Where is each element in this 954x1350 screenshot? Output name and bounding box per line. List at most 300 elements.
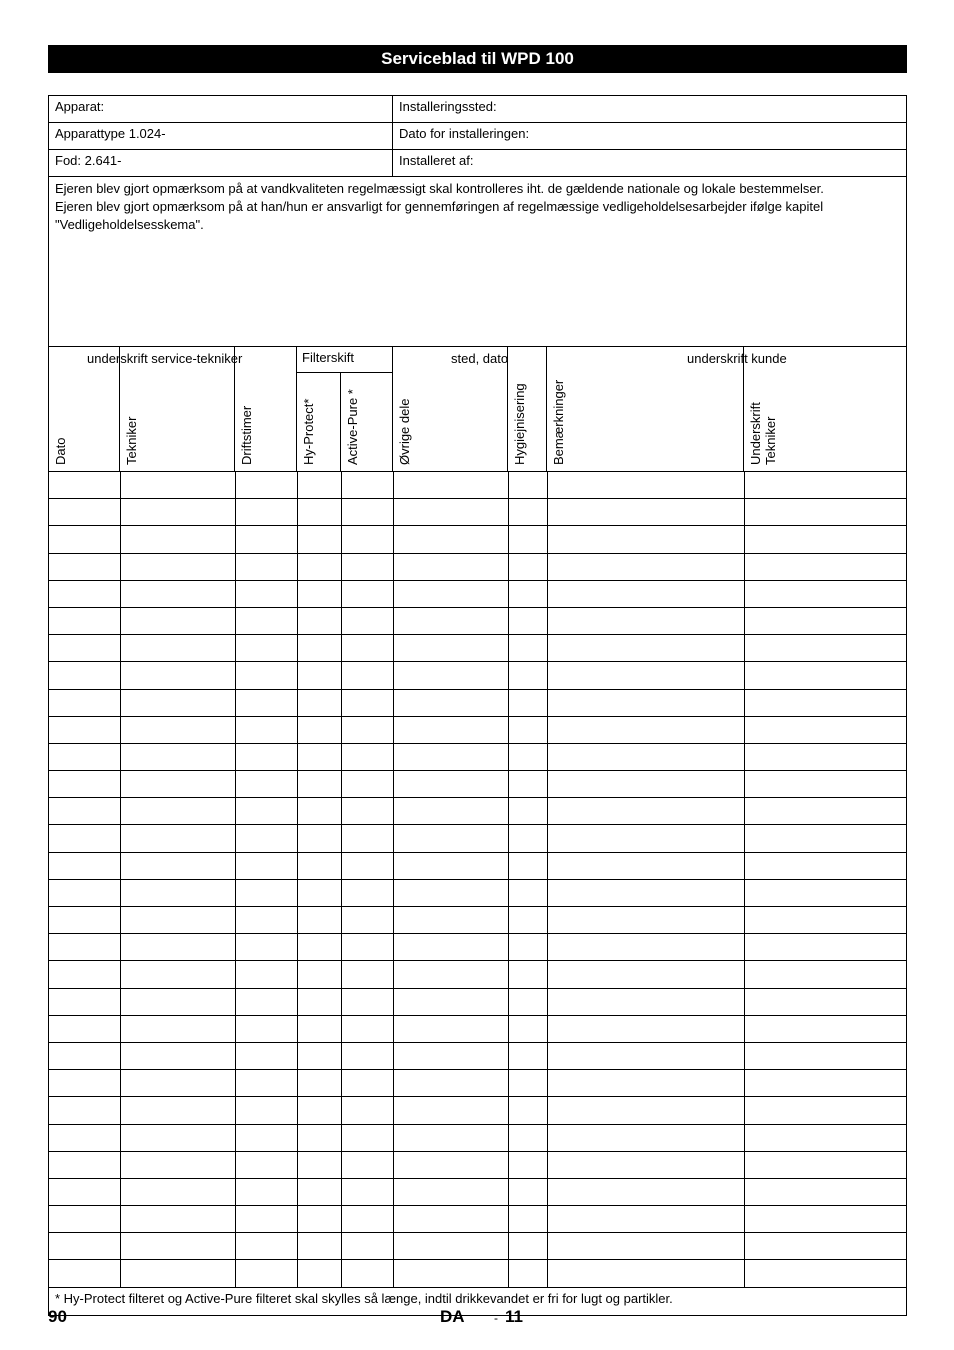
- column-divider: [297, 825, 298, 851]
- column-divider: [393, 934, 394, 960]
- column-divider: [508, 1016, 509, 1042]
- column-divider: [508, 526, 509, 552]
- column-divider: [508, 635, 509, 661]
- column-divider: [508, 1125, 509, 1151]
- column-divider: [744, 635, 745, 661]
- col-bemaerkninger: [547, 347, 744, 471]
- column-divider: [393, 635, 394, 661]
- col-dato-label: Dato: [53, 437, 68, 465]
- column-divider: [120, 635, 121, 661]
- column-divider: [393, 608, 394, 634]
- column-divider: [235, 581, 236, 607]
- column-divider: [235, 853, 236, 879]
- column-divider: [297, 608, 298, 634]
- apparattype-field[interactable]: Apparattype 1.024-: [49, 123, 393, 149]
- column-divider: [744, 1206, 745, 1232]
- table-row[interactable]: [49, 608, 906, 635]
- column-divider: [120, 662, 121, 688]
- column-divider: [120, 961, 121, 987]
- column-divider: [508, 1260, 509, 1286]
- column-divider: [547, 608, 548, 634]
- column-divider: [120, 1206, 121, 1232]
- column-divider: [744, 1097, 745, 1123]
- column-divider: [744, 526, 745, 552]
- column-divider: [235, 1043, 236, 1069]
- signature-technician-label: underskrift service-tekniker: [87, 351, 243, 366]
- column-divider: [547, 1070, 548, 1096]
- column-divider: [297, 1152, 298, 1178]
- column-divider: [508, 825, 509, 851]
- column-divider: [393, 825, 394, 851]
- table-row[interactable]: [49, 472, 906, 499]
- column-divider: [744, 1043, 745, 1069]
- table-row[interactable]: [49, 744, 906, 771]
- column-divider: [341, 608, 342, 634]
- column-divider: [547, 554, 548, 580]
- column-divider: [297, 1233, 298, 1259]
- column-divider: [547, 1043, 548, 1069]
- table-row[interactable]: [49, 853, 906, 880]
- column-divider: [547, 1260, 548, 1286]
- table-row[interactable]: [49, 635, 906, 662]
- column-divider: [120, 853, 121, 879]
- column-divider: [120, 1097, 121, 1123]
- column-divider: [120, 1043, 121, 1069]
- column-divider: [341, 526, 342, 552]
- column-divider: [235, 499, 236, 525]
- column-divider: [297, 989, 298, 1015]
- column-divider: [508, 554, 509, 580]
- column-divider: [297, 690, 298, 716]
- column-divider: [297, 1125, 298, 1151]
- table-row[interactable]: [49, 1125, 906, 1152]
- column-divider: [547, 744, 548, 770]
- column-divider: [508, 662, 509, 688]
- section-page-number: 11: [505, 1307, 523, 1326]
- column-divider: [235, 744, 236, 770]
- column-divider: [341, 1043, 342, 1069]
- column-divider: [297, 1206, 298, 1232]
- column-divider: [235, 1260, 236, 1286]
- column-divider: [744, 1152, 745, 1178]
- column-divider: [547, 635, 548, 661]
- col-active-pure: [341, 373, 393, 471]
- column-divider: [297, 853, 298, 879]
- column-divider: [393, 581, 394, 607]
- column-divider: [508, 771, 509, 797]
- column-divider: [341, 880, 342, 906]
- info-row-fod: [49, 150, 906, 177]
- column-divider: [393, 907, 394, 933]
- column-divider: [547, 798, 548, 824]
- column-divider: [235, 961, 236, 987]
- column-divider: [393, 1043, 394, 1069]
- column-divider: [341, 1097, 342, 1123]
- column-divider: [393, 989, 394, 1015]
- column-divider: [341, 499, 342, 525]
- info-row-apparat: [49, 96, 906, 123]
- column-divider: [297, 798, 298, 824]
- column-divider: [393, 798, 394, 824]
- column-divider: [341, 853, 342, 879]
- column-divider: [235, 1097, 236, 1123]
- log-table-header: [49, 347, 906, 472]
- column-divider: [120, 1016, 121, 1042]
- column-divider: [393, 1260, 394, 1286]
- column-divider: [297, 880, 298, 906]
- footnote: * Hy-Protect filteret og Active-Pure filteret skal skylles så længe, indtil drikkevandet er fri for lugt og partikler.: [55, 1290, 673, 1306]
- column-divider: [744, 554, 745, 580]
- column-divider: [547, 771, 548, 797]
- column-divider: [120, 1179, 121, 1205]
- column-divider: [547, 1097, 548, 1123]
- column-divider: [393, 1097, 394, 1123]
- column-divider: [508, 880, 509, 906]
- column-divider: [547, 690, 548, 716]
- column-divider: [393, 1206, 394, 1232]
- column-divider: [341, 662, 342, 688]
- column-divider: [235, 880, 236, 906]
- column-divider: [341, 961, 342, 987]
- column-divider: [393, 1179, 394, 1205]
- column-divider: [393, 499, 394, 525]
- installed-by-field[interactable]: Installeret af:: [399, 153, 474, 168]
- column-divider: [341, 717, 342, 743]
- column-divider: [341, 554, 342, 580]
- column-divider: [744, 907, 745, 933]
- column-divider: [341, 690, 342, 716]
- column-divider: [235, 1070, 236, 1096]
- column-divider: [120, 744, 121, 770]
- column-divider: [547, 961, 548, 987]
- col-driftstimer: [235, 347, 297, 471]
- column-divider: [235, 1125, 236, 1151]
- column-divider: [508, 690, 509, 716]
- column-divider: [120, 554, 121, 580]
- col-tekniker: [120, 347, 235, 471]
- column-divider: [744, 499, 745, 525]
- table-row[interactable]: [49, 1260, 906, 1287]
- column-divider: [297, 1043, 298, 1069]
- column-divider: [744, 880, 745, 906]
- col-bemaerkninger-label: Bemærkninger: [551, 379, 566, 465]
- column-divider: [297, 526, 298, 552]
- column-divider: [393, 853, 394, 879]
- col-underskrift-tekniker: [744, 347, 906, 471]
- column-divider: [120, 472, 121, 498]
- column-divider: [341, 798, 342, 824]
- column-divider: [235, 472, 236, 498]
- table-row[interactable]: [49, 1233, 906, 1260]
- log-table-body: [49, 472, 906, 1288]
- column-divider: [508, 989, 509, 1015]
- column-divider: [508, 1097, 509, 1123]
- column-divider: [508, 1070, 509, 1096]
- column-divider: [393, 744, 394, 770]
- col-filterskift-group: Filterskift: [297, 347, 393, 373]
- column-divider: [508, 1179, 509, 1205]
- column-divider: [393, 690, 394, 716]
- column-divider: [393, 717, 394, 743]
- column-divider: [120, 1152, 121, 1178]
- column-divider: [235, 798, 236, 824]
- column-divider: [297, 907, 298, 933]
- footer-dash: -: [494, 1311, 498, 1325]
- column-divider: [508, 853, 509, 879]
- column-divider: [508, 798, 509, 824]
- column-divider: [120, 1125, 121, 1151]
- column-divider: [297, 744, 298, 770]
- column-divider: [547, 1206, 548, 1232]
- notice-line-2: Ejeren blev gjort opmærksom på at han/hun er ansvarligt for gennemføringen af regelmæssige vedligeholdelsesarbejder ifølge kapitel "Vedligeholdelsesskema".: [55, 199, 824, 232]
- table-row[interactable]: [49, 1152, 906, 1179]
- column-divider: [120, 717, 121, 743]
- column-divider: [744, 1016, 745, 1042]
- column-divider: [341, 1179, 342, 1205]
- column-divider: [508, 961, 509, 987]
- place-date-label: sted, dato: [451, 351, 509, 366]
- column-divider: [341, 581, 342, 607]
- column-divider: [547, 499, 548, 525]
- column-divider: [393, 472, 394, 498]
- table-row[interactable]: [49, 581, 906, 608]
- column-divider: [393, 1070, 394, 1096]
- column-divider: [547, 717, 548, 743]
- column-divider: [341, 472, 342, 498]
- column-divider: [341, 1070, 342, 1096]
- column-divider: [393, 554, 394, 580]
- column-divider: [341, 635, 342, 661]
- table-row[interactable]: [49, 1179, 906, 1206]
- table-row[interactable]: [49, 989, 906, 1016]
- column-divider: [120, 989, 121, 1015]
- table-row[interactable]: [49, 717, 906, 744]
- column-divider: [235, 1152, 236, 1178]
- table-row[interactable]: [49, 798, 906, 825]
- service-form: [48, 95, 907, 1316]
- column-divider: [508, 472, 509, 498]
- column-divider: [235, 608, 236, 634]
- column-divider: [547, 526, 548, 552]
- column-divider: [297, 662, 298, 688]
- column-divider: [744, 581, 745, 607]
- col-hygiejnisering: [508, 347, 547, 471]
- table-row[interactable]: [49, 1016, 906, 1043]
- column-divider: [235, 554, 236, 580]
- column-divider: [341, 989, 342, 1015]
- column-divider: [547, 825, 548, 851]
- column-divider: [235, 635, 236, 661]
- column-divider: [297, 1260, 298, 1286]
- column-divider: [120, 771, 121, 797]
- column-divider: [297, 635, 298, 661]
- column-divider: [744, 662, 745, 688]
- col-dato: [49, 347, 120, 471]
- column-divider: [235, 989, 236, 1015]
- table-row[interactable]: [49, 771, 906, 798]
- signature-customer-label: underskrift kunde: [687, 351, 787, 366]
- column-divider: [235, 1179, 236, 1205]
- table-row[interactable]: [49, 1206, 906, 1233]
- table-row[interactable]: [49, 526, 906, 553]
- column-divider: [744, 1233, 745, 1259]
- column-divider: [120, 934, 121, 960]
- column-divider: [120, 907, 121, 933]
- column-divider: [393, 526, 394, 552]
- column-divider: [547, 1016, 548, 1042]
- table-row[interactable]: [49, 825, 906, 852]
- column-divider: [341, 1016, 342, 1042]
- page-title: Serviceblad til WPD 100: [48, 45, 907, 73]
- notice-line-1: Ejeren blev gjort opmærksom på at vandkvaliteten regelmæssigt skal kontrolleres iht. de gældende nationale og lokale bestemmelser.: [55, 181, 824, 196]
- column-divider: [120, 526, 121, 552]
- column-divider: [120, 581, 121, 607]
- column-divider: [744, 771, 745, 797]
- column-divider: [744, 934, 745, 960]
- column-divider: [235, 717, 236, 743]
- column-divider: [508, 499, 509, 525]
- column-divider: [508, 1152, 509, 1178]
- installation-date-field[interactable]: Dato for installeringen:: [399, 126, 530, 141]
- column-divider: [508, 1206, 509, 1232]
- table-row[interactable]: [49, 690, 906, 717]
- col-hygiejnisering-label: Hygiejnisering: [512, 383, 527, 465]
- column-divider: [393, 1016, 394, 1042]
- column-divider: [341, 907, 342, 933]
- col-tekniker-label: Tekniker: [124, 416, 139, 465]
- column-divider: [393, 771, 394, 797]
- column-divider: [547, 853, 548, 879]
- col-hy-protect: [297, 373, 341, 471]
- column-divider: [297, 581, 298, 607]
- column-divider: [393, 961, 394, 987]
- column-divider: [393, 1233, 394, 1259]
- column-divider: [235, 1016, 236, 1042]
- col-ovrige-dele: [393, 347, 508, 471]
- column-divider: [297, 499, 298, 525]
- table-row[interactable]: [49, 554, 906, 581]
- column-divider: [393, 1125, 394, 1151]
- column-divider: [744, 961, 745, 987]
- table-row[interactable]: [49, 499, 906, 526]
- column-divider: [393, 662, 394, 688]
- column-divider: [547, 1125, 548, 1151]
- column-divider: [297, 1179, 298, 1205]
- column-divider: [508, 934, 509, 960]
- column-divider: [744, 744, 745, 770]
- column-divider: [744, 1179, 745, 1205]
- col-driftstimer-label: Driftstimer: [239, 405, 254, 465]
- column-divider: [297, 934, 298, 960]
- table-row[interactable]: [49, 1070, 906, 1097]
- column-divider: [547, 989, 548, 1015]
- column-divider: [547, 581, 548, 607]
- table-row[interactable]: [49, 1097, 906, 1124]
- fod-field[interactable]: Fod: 2.641-: [49, 150, 393, 176]
- column-divider: [744, 989, 745, 1015]
- column-divider: [744, 825, 745, 851]
- column-divider: [297, 472, 298, 498]
- column-divider: [235, 662, 236, 688]
- column-divider: [508, 744, 509, 770]
- column-divider: [341, 934, 342, 960]
- column-divider: [235, 1206, 236, 1232]
- table-row[interactable]: [49, 934, 906, 961]
- column-divider: [341, 744, 342, 770]
- column-divider: [547, 880, 548, 906]
- table-row[interactable]: [49, 662, 906, 689]
- installeringssted-field[interactable]: Installeringssted:: [399, 99, 497, 114]
- column-divider: [744, 608, 745, 634]
- table-row[interactable]: [49, 961, 906, 988]
- column-divider: [120, 690, 121, 716]
- column-divider: [547, 1152, 548, 1178]
- column-divider: [744, 690, 745, 716]
- column-divider: [120, 1070, 121, 1096]
- column-divider: [235, 1233, 236, 1259]
- column-divider: [508, 907, 509, 933]
- column-divider: [744, 1125, 745, 1151]
- column-divider: [297, 1016, 298, 1042]
- column-divider: [120, 798, 121, 824]
- column-divider: [120, 825, 121, 851]
- apparat-field[interactable]: Apparat:: [49, 96, 393, 122]
- column-divider: [547, 907, 548, 933]
- column-divider: [297, 961, 298, 987]
- column-divider: [744, 472, 745, 498]
- column-divider: [341, 1206, 342, 1232]
- column-divider: [508, 608, 509, 634]
- column-divider: [341, 1125, 342, 1151]
- column-divider: [120, 499, 121, 525]
- column-divider: [120, 1233, 121, 1259]
- column-divider: [393, 1152, 394, 1178]
- column-divider: [744, 853, 745, 879]
- column-divider: [235, 907, 236, 933]
- column-divider: [235, 771, 236, 797]
- page-number: 90: [48, 1307, 67, 1326]
- column-divider: [297, 554, 298, 580]
- column-divider: [508, 1233, 509, 1259]
- col-underskrift-tekniker-label: Underskrift Tekniker: [748, 402, 778, 465]
- table-row[interactable]: [49, 1043, 906, 1070]
- table-row[interactable]: [49, 907, 906, 934]
- column-divider: [235, 526, 236, 552]
- column-divider: [235, 934, 236, 960]
- column-divider: [341, 1260, 342, 1286]
- column-divider: [235, 825, 236, 851]
- column-divider: [120, 608, 121, 634]
- col-active-pure-label: Active-Pure *: [345, 389, 360, 465]
- column-divider: [508, 581, 509, 607]
- column-divider: [547, 662, 548, 688]
- column-divider: [235, 690, 236, 716]
- column-divider: [744, 717, 745, 743]
- column-divider: [744, 1260, 745, 1286]
- column-divider: [120, 880, 121, 906]
- column-divider: [297, 771, 298, 797]
- table-row[interactable]: [49, 880, 906, 907]
- column-divider: [508, 1043, 509, 1069]
- column-divider: [744, 1070, 745, 1096]
- column-divider: [547, 934, 548, 960]
- column-divider: [341, 825, 342, 851]
- col-ovrige-dele-label: Øvrige dele: [397, 398, 412, 465]
- column-divider: [341, 771, 342, 797]
- column-divider: [341, 1233, 342, 1259]
- column-divider: [297, 1097, 298, 1123]
- column-divider: [744, 798, 745, 824]
